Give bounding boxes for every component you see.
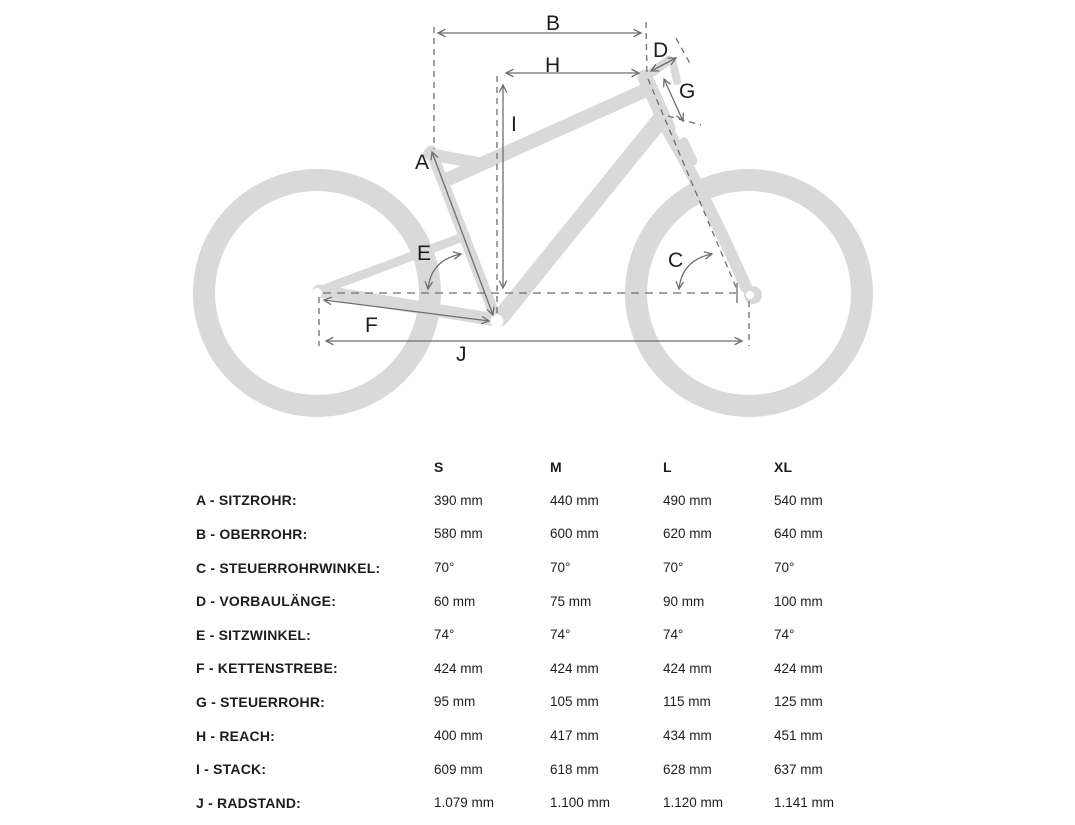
bottom-bracket-hole	[491, 315, 504, 328]
row-value: 1.120 mm	[663, 795, 724, 811]
label-G: G	[679, 80, 696, 103]
ext-line-stem-end	[676, 38, 692, 67]
row-value: 424 mm	[663, 660, 712, 676]
row-value: 490 mm	[663, 492, 712, 508]
row-label: F - KETTENSTREBE:	[196, 660, 338, 677]
row-value: 424 mm	[550, 660, 599, 676]
row-label: J - RADSTAND:	[196, 794, 302, 811]
row-value: 100 mm	[774, 593, 823, 609]
bike-silhouette	[204, 60, 862, 406]
row-value: 609 mm	[434, 761, 483, 777]
row-value: 417 mm	[550, 728, 599, 744]
size-column-header: XL	[774, 458, 793, 475]
row-value: 600 mm	[550, 526, 599, 542]
row-value: 580 mm	[434, 526, 483, 542]
row-value: 434 mm	[663, 728, 712, 744]
label-C: C	[668, 249, 684, 272]
handlebar-grip	[673, 63, 677, 81]
row-label: I - STACK:	[196, 761, 267, 778]
row-label: H - REACH:	[196, 727, 275, 744]
label-D: D	[653, 39, 669, 62]
chainstay-tube	[319, 291, 496, 320]
geometry-table	[196, 450, 894, 820]
row-value: 1.141 mm	[774, 795, 835, 811]
label-E: E	[417, 242, 432, 265]
label-B: B	[546, 12, 561, 35]
row-label: G - STEUERROHR:	[196, 693, 325, 710]
row-value: 451 mm	[774, 728, 823, 744]
row-value: 628 mm	[663, 761, 712, 777]
row-value: 424 mm	[774, 660, 823, 676]
row-value: 125 mm	[774, 694, 823, 710]
row-value: 74°	[550, 627, 571, 643]
row-value: 70°	[550, 560, 571, 576]
row-value: 70°	[663, 560, 684, 576]
row-value: 70°	[434, 560, 455, 576]
row-label: D - VORBAULÄNGE:	[196, 593, 337, 610]
size-column-header: M	[550, 458, 562, 475]
label-H: H	[545, 54, 561, 77]
label-F: F	[365, 314, 378, 337]
row-value: 620 mm	[663, 526, 712, 542]
row-value: 640 mm	[774, 526, 823, 542]
size-column-header: L	[663, 458, 672, 475]
row-value: 424 mm	[434, 660, 483, 676]
row-label: E - SITZWINKEL:	[196, 626, 311, 643]
label-A: A	[415, 151, 430, 174]
row-value: 440 mm	[550, 492, 599, 508]
row-value: 1.100 mm	[550, 795, 611, 811]
row-value: 75 mm	[550, 593, 592, 609]
front-axle-hole	[746, 291, 754, 299]
row-label: B - OBERROHR:	[196, 525, 308, 542]
row-label: C - STEUERROHRWINKEL:	[196, 559, 381, 576]
size-column-header: S	[434, 458, 444, 475]
row-value: 390 mm	[434, 492, 483, 508]
row-value: 105 mm	[550, 694, 599, 710]
row-value: 95 mm	[434, 694, 476, 710]
row-value: 637 mm	[774, 761, 823, 777]
ext-line-head-tube-top	[646, 22, 647, 77]
row-value: 74°	[774, 627, 795, 643]
row-value: 74°	[434, 627, 455, 643]
row-value: 90 mm	[663, 593, 705, 609]
row-label: A - SITZROHR:	[196, 492, 297, 509]
row-value: 400 mm	[434, 728, 483, 744]
label-J: J	[456, 343, 467, 366]
row-value: 60 mm	[434, 593, 476, 609]
dim-C-head-angle-arc	[679, 254, 712, 289]
rear-axle-hole	[312, 288, 322, 298]
row-value: 1.079 mm	[434, 795, 495, 811]
row-value: 618 mm	[550, 761, 599, 777]
row-value: 74°	[663, 627, 684, 643]
label-I: I	[511, 113, 517, 136]
row-value: 70°	[774, 560, 795, 576]
row-value: 540 mm	[774, 492, 823, 508]
row-value: 115 mm	[663, 694, 711, 710]
seatstay-tube	[319, 237, 463, 291]
